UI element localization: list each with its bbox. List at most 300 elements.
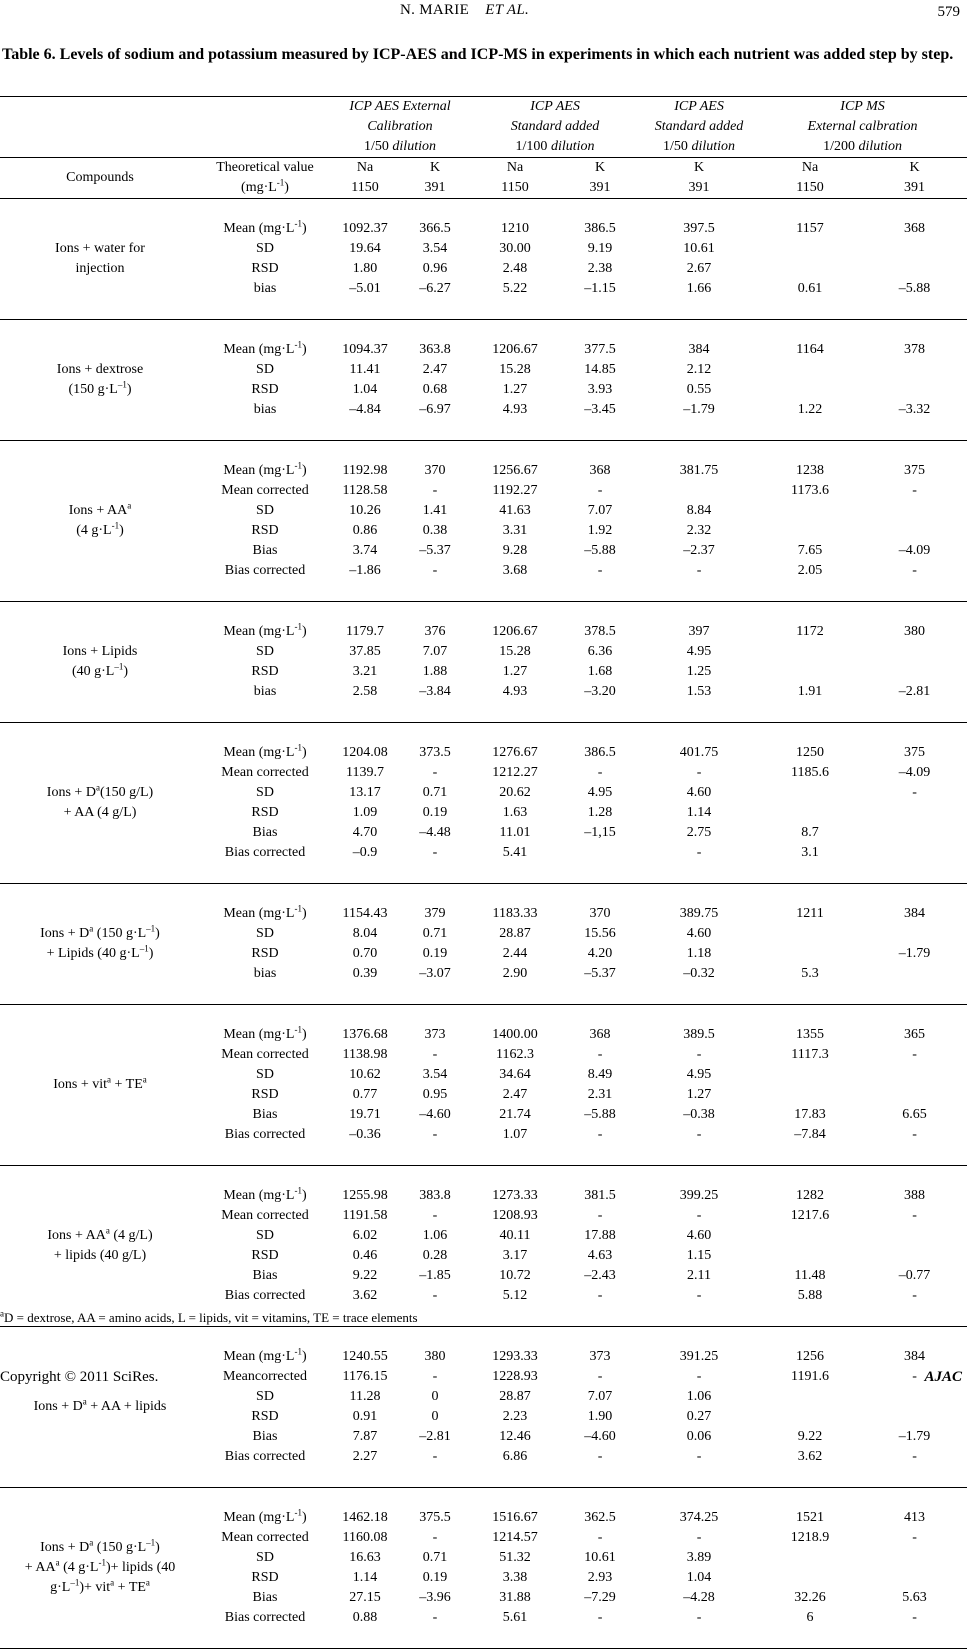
row-label: RSD	[251, 382, 279, 397]
table-cell: 401.75	[679, 745, 719, 760]
table-cell	[862, 259, 967, 279]
table-cell: -	[912, 1610, 917, 1625]
table-cell: -	[597, 1208, 603, 1223]
table-cell: 9.22	[797, 1429, 823, 1444]
copyright: Copyright © 2011 SciRes.	[0, 1369, 159, 1385]
table-cell: -	[912, 1449, 917, 1464]
table-cell: 5.88	[797, 1288, 823, 1303]
table-cell: -	[432, 765, 438, 780]
table-cell: 1094.37	[342, 342, 388, 357]
compound-name: Ions + $D^a(150$ g/L) + AA (4 g/L)	[46, 782, 154, 820]
table-cell: 0	[431, 1389, 439, 1404]
row-label: Mean $(mg\cdot L^{-1})$	[223, 1185, 307, 1203]
table-cell: 1139.7	[346, 765, 384, 780]
element-header: Na 1150	[758, 158, 862, 199]
table-cell: 6.02	[352, 1228, 378, 1243]
table-cell: 1160.08	[342, 1530, 388, 1545]
table-cell: 2.27	[352, 1449, 378, 1464]
table-cell: –5.37	[419, 543, 451, 558]
method-header: ICP AES External Calibration 1/50 dilution	[330, 97, 470, 158]
row-label: bias	[253, 684, 277, 699]
row-label: Meancorrected	[223, 1369, 307, 1384]
table-cell: -	[597, 483, 603, 498]
table-cell: –3.84	[419, 684, 451, 699]
table-cell: 1.63	[502, 805, 528, 820]
table-row	[0, 340, 967, 360]
table-cell: 0.19	[422, 805, 448, 820]
compound-name: Ions + $D^a$ + AA + lipids	[33, 1396, 167, 1414]
table-row	[0, 904, 967, 924]
table-cell: 381.75	[679, 463, 719, 478]
table-cell: 399.25	[679, 1188, 719, 1203]
table-cell: –5.88	[584, 543, 616, 558]
table-cell: –4.84	[349, 402, 381, 417]
table-cell: 4.60	[686, 785, 712, 800]
table-cell: -	[912, 1369, 917, 1384]
table-cell: 11.41	[349, 362, 381, 377]
table-cell: –0.36	[349, 1127, 381, 1142]
table-cell: –3.20	[584, 684, 616, 699]
table-cell	[862, 380, 967, 400]
table-cell: 1212.27	[492, 765, 538, 780]
table-cell: –1.85	[419, 1268, 451, 1283]
table-cell: 1.41	[422, 503, 448, 518]
element-header: Na 1150	[330, 158, 400, 199]
row-label: Bias corrected	[224, 1127, 306, 1142]
table-cell: 375	[904, 463, 926, 478]
table-cell: –4.28	[683, 1590, 715, 1605]
table-cell: 380	[904, 624, 926, 639]
theoretical-header: Theoretical value $(mg\cdot L^{-1})$	[200, 158, 330, 199]
table-cell: 0.77	[352, 1087, 378, 1102]
table-cell: 1273.33	[492, 1188, 538, 1203]
table-cell: 1.04	[352, 382, 378, 397]
row-label: Bias corrected	[224, 1288, 306, 1303]
table-cell: 1.91	[797, 684, 823, 699]
table-cell: 397.5	[683, 221, 715, 236]
row-label: RSD	[251, 1248, 279, 1263]
table-cell: 1191.6	[791, 1369, 830, 1384]
table-cell: 5.12	[502, 1288, 528, 1303]
row-label: bias	[253, 281, 277, 296]
results-table	[0, 96, 967, 1649]
table-cell: 1462.18	[342, 1510, 388, 1525]
table-row	[0, 743, 967, 763]
table-cell: -	[597, 1610, 603, 1625]
compound-name: Ions + Lipids (40 $g\cdot L^{-1}$)	[62, 644, 138, 679]
table-cell: 0.28	[422, 1248, 448, 1263]
table-cell	[862, 924, 967, 944]
table-cell	[560, 843, 640, 863]
table-cell: –3.07	[419, 966, 451, 981]
table-cell: –3.45	[584, 402, 616, 417]
row-label: RSD	[251, 805, 279, 820]
table-cell: 1176.15	[342, 1369, 388, 1384]
table-cell: –2.81	[898, 684, 931, 699]
table-cell: –0.38	[683, 1107, 715, 1122]
table-cell: -	[696, 1449, 702, 1464]
table-cell: –7.84	[794, 1127, 826, 1142]
table-cell: 0.91	[352, 1409, 378, 1424]
table-cell: 3.62	[797, 1449, 823, 1464]
table-cell: 1.88	[422, 664, 448, 679]
table-cell: 3.93	[587, 382, 613, 397]
table-cell: 0.71	[422, 1550, 448, 1565]
table-cell: 2.05	[797, 563, 823, 578]
table-cell: 363.8	[419, 342, 451, 357]
table-cell: 10.26	[349, 503, 381, 518]
table-row	[0, 1025, 967, 1045]
row-label: Bias	[252, 1590, 278, 1605]
row-label: Bias corrected	[224, 1449, 306, 1464]
compounds-header: Compounds	[0, 158, 200, 199]
table-cell: 1206.67	[492, 342, 538, 357]
table-cell: 1.28	[587, 805, 613, 820]
table-cell: 20.62	[499, 785, 531, 800]
table-cell: 1157	[796, 221, 824, 236]
table-cell: -	[912, 483, 917, 498]
table-cell: -	[912, 563, 917, 578]
table-cell: –1.79	[683, 402, 715, 417]
table-cell: 0.88	[352, 1610, 378, 1625]
table-cell: 2.23	[502, 1409, 528, 1424]
table-cell: 368	[589, 463, 611, 478]
table-cell: 17.88	[584, 1228, 616, 1243]
table-cell: 15.28	[499, 644, 531, 659]
table-cell: 5.61	[502, 1610, 528, 1625]
table-cell: 21.74	[499, 1107, 531, 1122]
table-cell: 0.06	[686, 1429, 712, 1444]
table-cell: –6.97	[419, 402, 451, 417]
row-label: Mean $(mg\cdot L^{-1})$	[223, 621, 307, 639]
table-cell: 1191.58	[342, 1208, 388, 1223]
table-cell: 391.25	[679, 1349, 719, 1364]
journal-name: AJAC	[924, 1369, 962, 1385]
table-cell: 0.39	[352, 966, 378, 981]
compound-name: Ions + $vit^a + TE^a$	[53, 1074, 147, 1092]
table-cell: 1.25	[686, 664, 712, 679]
table-cell: 0.38	[422, 523, 448, 538]
table-cell: –1.79	[898, 946, 931, 961]
table-cell: 386.5	[584, 221, 616, 236]
table-cell: 1.92	[587, 523, 613, 538]
table-cell: 1204.08	[342, 745, 388, 760]
table-cell: 1154.43	[342, 906, 388, 921]
table-cell: 1172	[796, 624, 824, 639]
table-cell: 0.19	[422, 1570, 448, 1585]
table-cell: 1240.55	[342, 1349, 388, 1364]
table-cell: 3.62	[352, 1288, 378, 1303]
table-cell: 0.70	[352, 946, 378, 961]
table-cell: –0.9	[352, 845, 378, 860]
table-cell: 34.64	[499, 1067, 531, 1082]
table-cell: –4.60	[419, 1107, 451, 1122]
table-cell: 1376.68	[342, 1027, 388, 1042]
table-cell: 4.95	[587, 785, 613, 800]
table-cell: –2.37	[683, 543, 715, 558]
table-cell: –1.79	[898, 1429, 931, 1444]
row-label: Mean $(mg\cdot L^{-1})$	[223, 460, 307, 478]
table-cell: –3.96	[419, 1590, 451, 1605]
table-cell	[758, 944, 862, 964]
table-cell: 5.3	[801, 966, 819, 981]
table-cell: 3.89	[686, 1550, 712, 1565]
table-cell: 51.32	[499, 1550, 531, 1565]
table-cell: 397	[688, 624, 710, 639]
table-cell: –0.77	[898, 1268, 931, 1283]
table-cell: 28.87	[499, 926, 531, 941]
table-cell: 1192.27	[492, 483, 538, 498]
table-cell: 1256	[796, 1349, 825, 1364]
table-cell: 1179.7	[346, 624, 384, 639]
table-cell: 28.87	[499, 1389, 531, 1404]
table-cell: 7.07	[587, 503, 613, 518]
row-label: SD	[256, 926, 274, 941]
table-cell: 27.15	[349, 1590, 381, 1605]
table-cell: 4.60	[686, 1228, 712, 1243]
table-cell: 4.93	[502, 402, 528, 417]
row-label: Mean $(mg\cdot L^{-1})$	[223, 1346, 307, 1364]
table-cell: 1.14	[686, 805, 712, 820]
table-cell	[758, 642, 862, 662]
table-cell	[640, 481, 758, 501]
table-cell: 5.41	[502, 845, 528, 860]
table-cell: -	[597, 563, 603, 578]
table-cell: 1.06	[686, 1389, 712, 1404]
table-cell: 2.32	[686, 523, 712, 538]
table-cell: 1516.67	[492, 1510, 538, 1525]
table-cell: 365	[904, 1027, 926, 1042]
table-cell: 375	[904, 745, 926, 760]
row-label: SD	[256, 1228, 274, 1243]
table-cell: 2.11	[687, 1268, 712, 1283]
table-cell: -	[912, 1288, 917, 1303]
table-cell: –2.43	[584, 1268, 616, 1283]
table-cell: –5.01	[349, 281, 381, 296]
table-cell: 19.64	[349, 241, 381, 256]
table-cell: 1355	[796, 1027, 825, 1042]
table-cell	[758, 662, 862, 682]
table-cell	[862, 239, 967, 259]
table-cell: 1255.98	[342, 1188, 388, 1203]
row-label: Bias corrected	[224, 563, 306, 578]
element-header: K 391	[862, 158, 967, 199]
table-row	[0, 622, 967, 642]
table-cell	[862, 1568, 967, 1588]
table-cell: 0.55	[686, 382, 712, 397]
table-cell	[758, 1548, 862, 1568]
table-cell: 5.63	[902, 1590, 927, 1605]
table-cell: 16.63	[349, 1550, 381, 1565]
table-cell: -	[696, 1610, 702, 1625]
table-cell: 378.5	[584, 624, 616, 639]
table-cell: -	[597, 1369, 603, 1384]
table-cell: 1210	[501, 221, 530, 236]
table-cell: –1.86	[349, 563, 381, 578]
table-cell: -	[912, 1530, 917, 1545]
table-cell: 2.93	[587, 1570, 613, 1585]
method-header-row	[0, 97, 967, 158]
table-cell: 384	[688, 342, 710, 357]
table-cell: 373.5	[419, 745, 451, 760]
page-number: 579	[937, 4, 960, 20]
table-cell: 1228.93	[492, 1369, 538, 1384]
table-cell: 10.61	[683, 241, 715, 256]
table-cell: 9.22	[352, 1268, 378, 1283]
table-cell: -	[432, 1047, 438, 1062]
row-label: Mean corrected	[221, 483, 309, 498]
table-cell: 0.68	[422, 382, 448, 397]
table-cell: 0.86	[352, 523, 378, 538]
table-cell	[758, 259, 862, 279]
table-cell	[758, 1226, 862, 1246]
table-cell: 1211	[796, 906, 824, 921]
table-cell: 1.27	[686, 1087, 712, 1102]
table-cell	[758, 1568, 862, 1588]
table-cell: 8.7	[801, 825, 819, 840]
table-cell: 0.27	[686, 1409, 712, 1424]
table-cell: 3.38	[502, 1570, 528, 1585]
table-cell	[862, 1548, 967, 1568]
table-cell: 0	[431, 1409, 439, 1424]
author-name: N. MARIE	[400, 2, 470, 18]
table-cell: 1.27	[502, 664, 528, 679]
element-header: Na 1150	[470, 158, 560, 199]
table-cell	[758, 1387, 862, 1407]
table-cell: 2.12	[686, 362, 712, 377]
table-cell	[862, 521, 967, 541]
table-cell: -	[432, 1369, 438, 1384]
table-cell: 4.70	[352, 825, 378, 840]
table-cell: –1,15	[584, 825, 616, 840]
table-cell: 2.58	[352, 684, 378, 699]
table-cell	[758, 1065, 862, 1085]
table-cell: 2.47	[422, 362, 448, 377]
table-cell: 15.56	[584, 926, 616, 941]
table-cell	[862, 1085, 967, 1105]
table-row	[0, 1347, 967, 1367]
element-header: K 391	[560, 158, 640, 199]
table-cell: -	[432, 1208, 438, 1223]
row-label: SD	[256, 644, 274, 659]
compound-name: Ions + $AA^a$ (4 $g\cdot L^{-1}$)	[68, 500, 132, 538]
table-cell: 2.48	[502, 261, 528, 276]
table-cell: 1.06	[422, 1228, 448, 1243]
table-cell: 1276.67	[492, 745, 538, 760]
table-row	[0, 461, 967, 481]
table-cell: 389.5	[683, 1027, 715, 1042]
table-cell	[758, 501, 862, 521]
table-cell: 6.86	[502, 1449, 528, 1464]
row-label: Bias	[252, 543, 278, 558]
table-cell: 375.5	[419, 1510, 451, 1525]
table-cell: 17.83	[794, 1107, 826, 1122]
table-cell: 3.68	[502, 563, 528, 578]
compound-name: Ions + water for injection	[55, 241, 145, 276]
row-label: Bias	[252, 1429, 278, 1444]
table-cell: 1.27	[502, 382, 528, 397]
table-cell: 4.95	[686, 644, 712, 659]
table-cell: 30.00	[499, 241, 531, 256]
table-cell: 2.67	[686, 261, 712, 276]
table-cell: 4.63	[587, 1248, 613, 1263]
table-cell: 0.71	[422, 926, 448, 941]
row-label: Bias corrected	[224, 1610, 306, 1625]
table-cell: 1173.6	[791, 483, 830, 498]
row-label: Mean $(mg\cdot L^{-1})$	[223, 1507, 307, 1525]
table-cell: 1138.98	[342, 1047, 388, 1062]
table-cell: –3.32	[898, 402, 931, 417]
table-cell: -	[432, 1449, 438, 1464]
table-cell: 2.90	[502, 966, 528, 981]
table-cell: 1.53	[686, 684, 712, 699]
row-label: SD	[256, 241, 274, 256]
method-header: ICP MS External calbration 1/200 dilution	[758, 97, 967, 158]
table-cell: 31.88	[499, 1590, 531, 1605]
table-cell: 1521	[796, 1510, 825, 1525]
row-label: SD	[256, 1389, 274, 1404]
table-cell	[862, 1246, 967, 1266]
table-cell	[862, 642, 967, 662]
table-cell: 1282	[796, 1188, 825, 1203]
table-cell: 11.01	[499, 825, 531, 840]
table-cell: 373	[424, 1027, 446, 1042]
table-cell: 378	[904, 342, 926, 357]
table-cell: 10.61	[584, 1550, 616, 1565]
table-cell	[862, 843, 967, 863]
row-label: Mean corrected	[221, 1530, 309, 1545]
table-cell: 1.15	[686, 1248, 712, 1263]
table-cell: 3.17	[502, 1248, 528, 1263]
table-cell: 1162.3	[496, 1047, 534, 1062]
compound-name: Ions + $D^a$ (150 $g\cdot L^{-1}$) + Lipids (40 $g\cdot L^{-1}$)	[40, 923, 160, 961]
table-cell: 3.31	[502, 523, 528, 538]
table-cell: 1238	[796, 463, 825, 478]
table-cell: 4.20	[587, 946, 613, 961]
table-cell: –4.09	[898, 543, 931, 558]
table-cell	[862, 823, 967, 843]
row-label: bias	[253, 966, 277, 981]
table-cell: 1.04	[686, 1570, 712, 1585]
table-cell	[862, 501, 967, 521]
table-row	[0, 1186, 967, 1206]
table-cell: -	[696, 1288, 702, 1303]
table-cell: -	[597, 1530, 603, 1545]
table-cell: 10.62	[349, 1067, 381, 1082]
table-cell: –0.32	[683, 966, 715, 981]
row-label: Bias	[252, 1268, 278, 1283]
table-cell: 370	[589, 906, 611, 921]
table-cell: 3.54	[422, 241, 448, 256]
table-cell: 3.54	[422, 1067, 448, 1082]
running-head-authors	[400, 2, 529, 19]
table-cell	[862, 360, 967, 380]
table-cell: 12.46	[499, 1429, 531, 1444]
table-cell: 1.66	[686, 281, 712, 296]
table-cell: –5.88	[898, 281, 931, 296]
table-cell: 1.68	[587, 664, 613, 679]
table-cell: -	[912, 1208, 917, 1223]
table-cell: -	[696, 765, 702, 780]
table-cell: -	[912, 1127, 917, 1142]
table-cell: 0.61	[797, 281, 823, 296]
table-cell: 11.28	[349, 1389, 381, 1404]
table-cell: -	[432, 1530, 438, 1545]
table-cell: 377.5	[584, 342, 616, 357]
table-cell: -	[597, 1047, 603, 1062]
table-cell: -	[597, 1288, 603, 1303]
row-label: Bias	[252, 825, 278, 840]
